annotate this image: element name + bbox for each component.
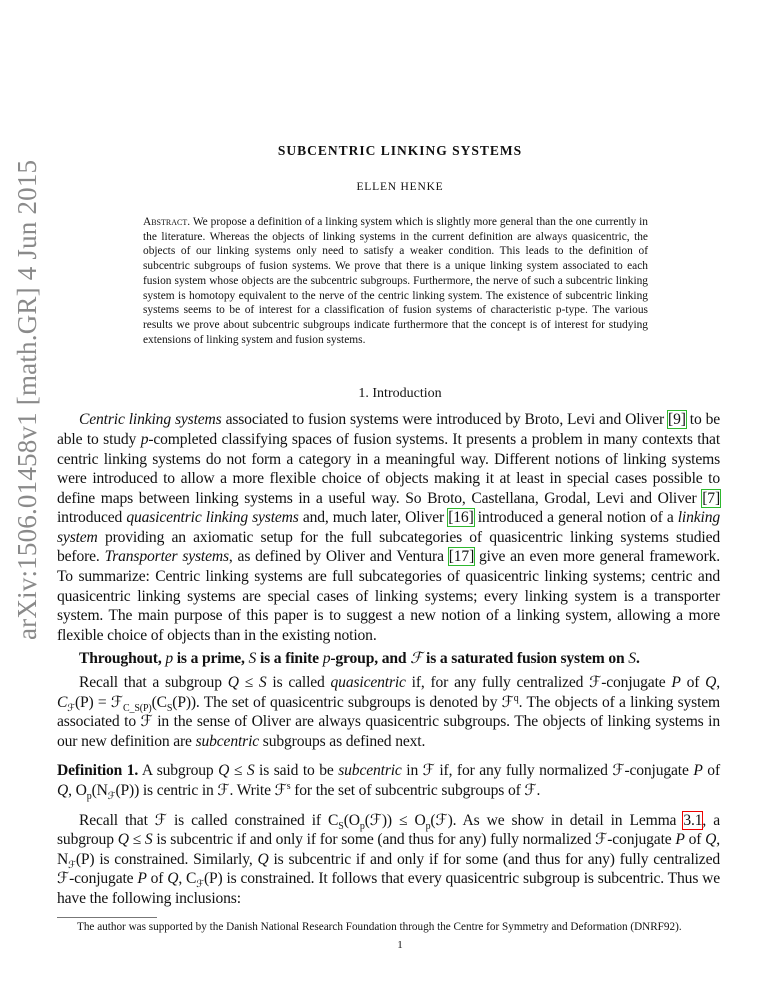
text-segment: introduced a general notion of a: [473, 509, 678, 527]
text-segment: ℱ: [107, 791, 116, 803]
text-segment: (ℱ). As we show in detail in Lemma: [430, 811, 684, 829]
text-segment: (P)). The set of quasicentric subgroups is denoted by ℱ: [172, 693, 514, 711]
text-segment: is a saturated fusion system on: [422, 650, 629, 668]
text-segment: ℱ: [68, 859, 76, 871]
text-segment: P: [671, 674, 681, 692]
text-segment: give an even more general framework. To summarize: Centric linking systems are full subcategories of quasicentric linking systems; centric and quasicentric linking systems are special cases of linking systems; every linking system is a transporter system. The main purpose of this paper is to suggest a new notion of a linking system, allowing a more flexible choice of objects than in the existing notion.: [57, 548, 721, 644]
text-segment: for the set of subcentric subgroups of ℱ.: [290, 782, 541, 800]
citation-link[interactable]: [7]: [702, 489, 720, 507]
text-segment: Recall that a subgroup: [79, 674, 228, 692]
text-segment: introduced: [57, 509, 127, 527]
text-segment: ,: [716, 674, 721, 692]
text-segment: -group, and: [330, 650, 411, 668]
text-segment: is said to be: [254, 762, 339, 780]
text-segment: associated to fusion systems were introduced by Broto, Levi and Oliver: [221, 411, 669, 429]
text-segment: p: [86, 791, 92, 803]
text-segment: (ℱ)) ≤ O: [364, 811, 426, 829]
text-segment: , as defined by Oliver and Ventura: [228, 548, 449, 566]
text-segment: (P)) is centric in ℱ. Write ℱ: [115, 782, 287, 800]
text-segment: Q ≤ S: [117, 831, 153, 849]
text-segment: S: [248, 650, 257, 668]
text-segment: providing an axiomatic setup for the full subcategories of quasicentric linking systems studied before.: [57, 528, 720, 566]
abstract: [143, 215, 648, 347]
page-number: 1: [397, 939, 403, 952]
text-segment: Recall that ℱ is called constrained if C: [79, 811, 339, 829]
text-segment: , C: [178, 870, 197, 888]
text-segment: quasicentric: [330, 674, 406, 692]
constrained-paragraph: [57, 811, 720, 909]
text-segment: Definition 1.: [57, 762, 139, 780]
text-segment: . The objects of a linking system associated to ℱ in the sense of Oliver are always quasicentric subgroups. The objects of linking systems in our new definition are: [57, 693, 720, 750]
text-segment: A subgroup: [138, 762, 219, 780]
text-segment: p: [322, 650, 331, 668]
text-segment: , O: [68, 782, 87, 800]
text-segment: s: [286, 780, 291, 792]
text-segment: if, for any fully centralized ℱ-conjugate: [405, 674, 672, 692]
footnote: The author was supported by the Danish National Research Foundation through the Centre for Symmetry and Deformation (DNRF92).: [77, 920, 682, 933]
text-segment: Q: [167, 870, 179, 888]
text-segment: to be able to study: [57, 411, 721, 448]
text-segment: is a prime,: [172, 650, 249, 668]
abstract-label: Abstract.: [143, 216, 191, 228]
text-segment: of: [684, 831, 706, 849]
text-segment: Q: [705, 831, 717, 849]
text-segment: , a subgroup: [57, 811, 720, 849]
text-segment: P: [675, 831, 685, 849]
footnote-rule: [57, 917, 157, 918]
text-segment: Transporter systems: [104, 548, 229, 566]
text-segment: -completed classifying spaces of fusion systems. It presents a problem in many contexts that centric linking systems do not form a category in a meaningful way. Different notions of linking systems were introduced to allow a more flexible choice of objects making it at least in special cases possible to define maps between linking systems in a useful way. So Broto, Castellana, Grodal, Levi and Oliver: [57, 430, 720, 507]
arxiv-identifier-stamp: arXiv:1506.01458v1 [math.GR] 4 Jun 2015: [12, 159, 42, 640]
text-segment: Q: [705, 674, 717, 692]
text-segment: Q: [257, 850, 269, 868]
abstract-text: We propose a definition of a linking system which is slightly more general than the one currently in the literature. Whereas the objects of linking systems in the current definition are always quasicentric, the objects of our linking systems only need to satisfy a weaker condition. This leads to the definition of subcentric subgroups of fusion systems. We prove that there is a unique linking system associated to each fusion system whose objects are the subcentric subgroups. Furthermore, the nerve of such a subcentric linking system is homotopy equivalent to the nerve of the centric linking system. The existence of subcentric linking systems seems to be of interest for a classification of fusion systems of characteristic p-type. The various results we prove about subcentric subgroups indicate furthermore that the concept is of interest for studying extensions of linking system and fusion systems.: [143, 216, 648, 346]
intro-paragraph: [57, 410, 720, 645]
text-segment: p: [359, 820, 365, 832]
citation-link[interactable]: [9]: [668, 411, 686, 429]
body-text: [57, 410, 720, 934]
text-segment: ℱ: [67, 702, 75, 714]
text-segment: and, much later, Oliver: [298, 509, 449, 527]
text-segment: Q: [57, 782, 69, 800]
text-segment: is a finite: [256, 650, 323, 668]
text-segment: is subcentric if and only if for some (and thus for any) fully normalized ℱ-conjugate: [152, 831, 676, 849]
paper-title: SUBCENTRIC LINKING SYSTEMS: [277, 143, 523, 158]
text-segment: of: [680, 674, 706, 692]
section-heading: 1. Introduction: [358, 386, 442, 402]
text-segment: , N: [57, 831, 721, 868]
text-segment: (N: [91, 782, 108, 800]
text-segment: subcentric: [195, 732, 260, 750]
citation-link[interactable]: [16]: [448, 509, 474, 527]
text-segment: linking system: [57, 509, 720, 546]
text-segment: .: [635, 650, 640, 668]
text-segment: p: [140, 430, 149, 448]
text-segment: C: [57, 693, 68, 711]
citation-link[interactable]: [17]: [448, 548, 475, 566]
text-segment: quasicentric linking systems: [126, 509, 299, 527]
text-segment: P: [137, 870, 147, 888]
text-segment: S: [338, 820, 344, 832]
text-segment: Q ≤ S: [227, 674, 267, 692]
text-segment: S: [166, 702, 173, 714]
text-segment: ℱ: [196, 879, 204, 891]
definition-1: [57, 761, 720, 803]
quasicentric-paragraph: [57, 673, 720, 751]
text-segment: Throughout,: [79, 650, 166, 668]
text-segment: is called: [266, 674, 331, 692]
text-segment: Q ≤ S: [218, 762, 255, 780]
text-segment: (P) is constrained. Similarly,: [75, 850, 258, 868]
text-segment: (O: [343, 811, 360, 829]
text-segment: subgroups as defined next.: [259, 732, 426, 750]
lemma-reference-link[interactable]: 3.1: [683, 811, 703, 829]
text-segment: in ℱ if, for any fully normalized ℱ-conjugate: [401, 762, 694, 780]
text-segment: Centric linking systems: [79, 411, 222, 429]
text-segment: p: [165, 650, 173, 668]
text-segment: (C: [151, 693, 167, 711]
text-segment: p: [425, 820, 431, 832]
text-segment: of: [146, 870, 168, 888]
text-segment: S: [628, 650, 636, 668]
text-segment: C_S(P): [123, 702, 152, 714]
text-segment: (P) is constrained. It follows that every quasicentric subgroup is subcentric. Thus we have the following inclusions:: [57, 870, 721, 907]
text-segment: of: [702, 762, 720, 780]
author-name: ELLEN HENKE: [356, 181, 444, 193]
text-segment: (P) = ℱ: [74, 693, 123, 711]
text-segment: subcentric: [338, 762, 402, 780]
standing-assumption: [57, 649, 720, 669]
text-segment: q: [513, 692, 519, 704]
text-segment: is subcentric if and only if for some (and thus for any) fully centralized ℱ-conjugate: [57, 850, 720, 888]
text-segment: P: [693, 762, 703, 780]
text-segment: ℱ: [410, 650, 423, 668]
